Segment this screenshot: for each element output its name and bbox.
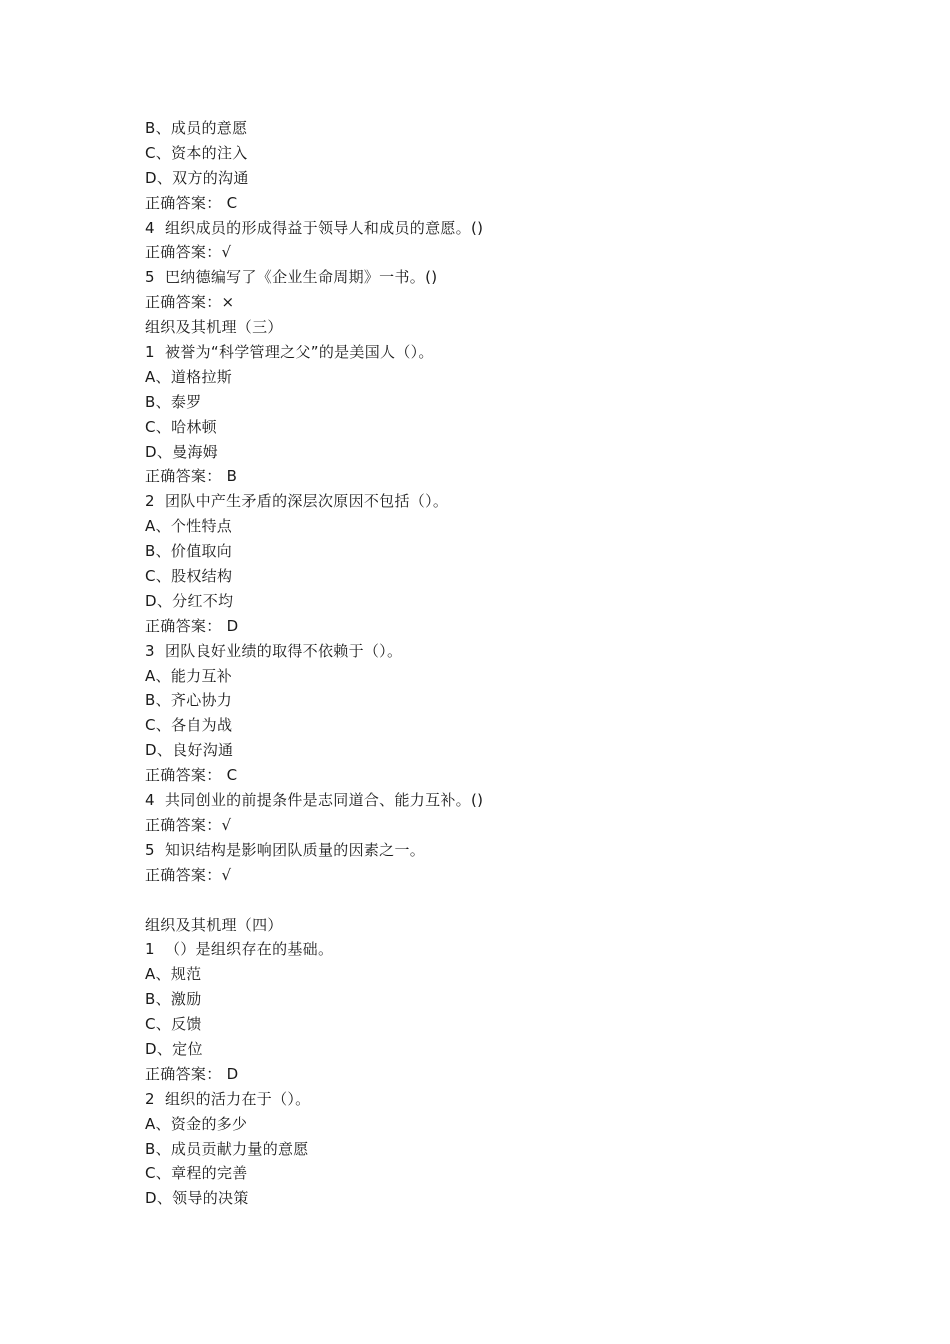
option-line: D、定位	[145, 1039, 203, 1058]
option-line: D、双方的沟通	[145, 168, 249, 187]
option-line: C、股权结构	[145, 567, 233, 586]
option-line: B、成员的意愿	[145, 119, 248, 137]
option-line: A、道格拉斯	[145, 367, 233, 386]
answer-line: 正确答案：×	[145, 293, 235, 312]
question-line: 4 组织成员的形成得益于领导人和成员的意愿。()	[145, 218, 484, 237]
question-line: 5 知识结构是影响团队质量的因素之一。	[145, 840, 426, 859]
answer-line: 正确答案： D	[145, 1064, 239, 1083]
question-line: 3 团队良好业绩的取得不依赖于（）。	[145, 641, 403, 660]
question-line: 1 被誉为“科学管理之父”的是美国人（）。	[145, 343, 434, 362]
answer-line: 正确答案： D	[145, 616, 239, 635]
option-line: B、齐心协力	[145, 691, 233, 710]
option-line: C、各自为战	[145, 716, 233, 735]
option-line: A、资金的多少	[145, 1114, 248, 1133]
answer-line: 正确答案： B	[145, 467, 238, 486]
option-line: C、章程的完善	[145, 1164, 248, 1183]
question-line: 4 共同创业的前提条件是志同道合、能力互补。()	[145, 791, 484, 810]
answer-line: 正确答案： C	[145, 193, 238, 212]
answer-line: 正确答案：√	[145, 243, 232, 262]
question-line: 5 巴纳德编写了《企业生命周期》一书。()	[145, 268, 438, 287]
option-line: B、成员贡献力量的意愿	[145, 1139, 309, 1158]
option-line: D、良好沟通	[145, 741, 234, 760]
answer-line: 正确答案：√	[145, 815, 232, 834]
blank-line	[145, 888, 845, 913]
option-line: B、泰罗	[145, 392, 202, 411]
option-line: C、反馈	[145, 1015, 202, 1034]
option-line: B、激励	[145, 990, 202, 1009]
option-line: A、能力互补	[145, 666, 233, 685]
option-line: C、哈林顿	[145, 417, 217, 436]
answer-line: 正确答案： C	[145, 766, 238, 785]
option-line: B、价值取向	[145, 542, 233, 561]
option-line: A、规范	[145, 965, 202, 984]
answer-line: 正确答案：√	[145, 865, 232, 884]
section-heading: 组织及其机理（三）	[145, 318, 283, 337]
question-line: 1 （）是组织存在的基础。	[145, 940, 334, 959]
option-line: D、分红不均	[145, 591, 234, 610]
option-line: D、曼海姆	[145, 442, 219, 461]
document-body	[145, 116, 845, 1211]
section-heading: 组织及其机理（四）	[145, 915, 283, 934]
option-line: A、个性特点	[145, 517, 233, 536]
option-line: C、资本的注入	[145, 143, 248, 162]
question-line: 2 团队中产生矛盾的深层次原因不包括（）。	[145, 492, 449, 511]
question-line: 2 组织的活力在于（）。	[145, 1089, 311, 1108]
option-line: D、领导的决策	[145, 1189, 249, 1208]
